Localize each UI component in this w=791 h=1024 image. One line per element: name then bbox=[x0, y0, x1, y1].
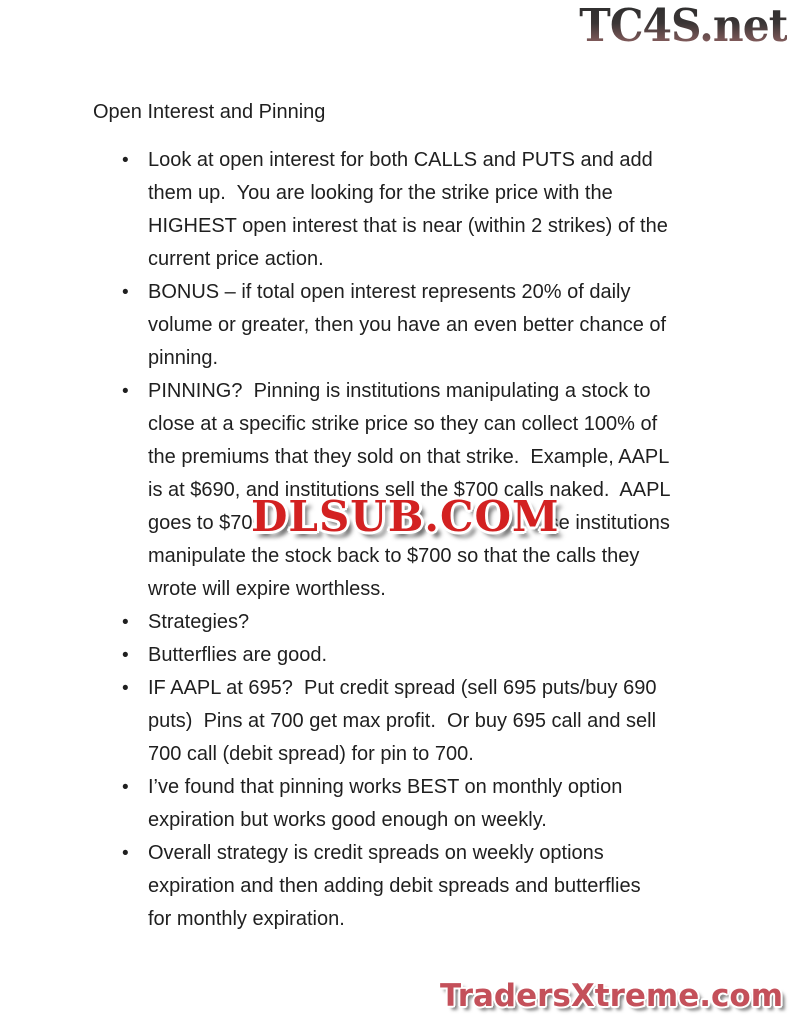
bullet-icon: • bbox=[122, 282, 129, 303]
bullet-item bbox=[93, 276, 753, 375]
text-line: Look at open interest for both CALLS and PUTS and add bbox=[148, 149, 653, 171]
text-line: 700 call (debit spread) for pin to 700. bbox=[148, 743, 474, 765]
text-line: I’ve found that pinning works BEST on monthly option bbox=[148, 776, 623, 798]
bullet-icon: • bbox=[122, 777, 129, 798]
text-line: current price action. bbox=[148, 248, 324, 270]
bullet-item bbox=[93, 771, 753, 837]
text-line: them up. You are looking for the strike price with the bbox=[148, 182, 613, 204]
text-line: HIGHEST open interest that is near (within 2 strikes) of the bbox=[148, 215, 668, 237]
bullet-icon: • bbox=[122, 843, 129, 864]
text-line: wrote will expire worthless. bbox=[148, 578, 386, 600]
bullet-item bbox=[93, 639, 753, 672]
bullet-icon: • bbox=[122, 678, 129, 699]
text-line: Butterflies are good. bbox=[148, 644, 327, 666]
text-line: BONUS – if total open interest represents 20% of daily bbox=[148, 281, 631, 303]
page-title: Open Interest and Pinning bbox=[93, 101, 326, 123]
text-line: pinning. bbox=[148, 347, 219, 369]
text-fragment: se institutions bbox=[548, 512, 670, 534]
bullet-icon: • bbox=[122, 381, 129, 402]
tradersxtreme-logo[interactable]: TradersXtreme.com bbox=[439, 978, 783, 1014]
bullet-item bbox=[93, 837, 753, 936]
dlsub-watermark[interactable]: DLSUB.COM bbox=[251, 492, 560, 541]
text-line: Strategies? bbox=[148, 611, 250, 633]
bullet-icon: • bbox=[122, 150, 129, 171]
text-line: expiration and then adding debit spreads and butterflies bbox=[148, 875, 641, 897]
tc4s-logo[interactable]: TC4S.net bbox=[578, 0, 787, 52]
text-line: IF AAPL at 695? Put credit spread (sell 695 puts/buy 690 bbox=[148, 677, 657, 699]
text-line: PINNING? Pinning is institutions manipulating a stock to bbox=[148, 380, 651, 402]
bullet-icon: • bbox=[122, 612, 129, 633]
text-line: Overall strategy is credit spreads on weekly options bbox=[148, 842, 604, 864]
bullet-item bbox=[93, 672, 753, 771]
bullet-item bbox=[93, 144, 753, 276]
text-line: volume or greater, then you have an even better chance of bbox=[148, 314, 667, 336]
text-line: for monthly expiration. bbox=[148, 908, 345, 930]
text-line: puts) Pins at 700 get max profit. Or buy 695 call and sell bbox=[148, 710, 657, 732]
bullet-item bbox=[93, 606, 753, 639]
text-fragment: goes to $705 bbox=[148, 512, 264, 534]
bullet-item bbox=[93, 375, 753, 606]
text-line: close at a specific strike price so they can collect 100% of bbox=[148, 413, 658, 435]
text-line: is at $690, and institutions sell the $700 calls naked. AAPL bbox=[148, 479, 671, 501]
text-line: manipulate the stock back to $700 so that the calls they bbox=[148, 545, 640, 567]
bullet-icon: • bbox=[122, 645, 129, 666]
text-line: the premiums that they sold on that strike. Example, AAPL bbox=[148, 446, 670, 468]
text-line: expiration but works good enough on weekly. bbox=[148, 809, 547, 831]
